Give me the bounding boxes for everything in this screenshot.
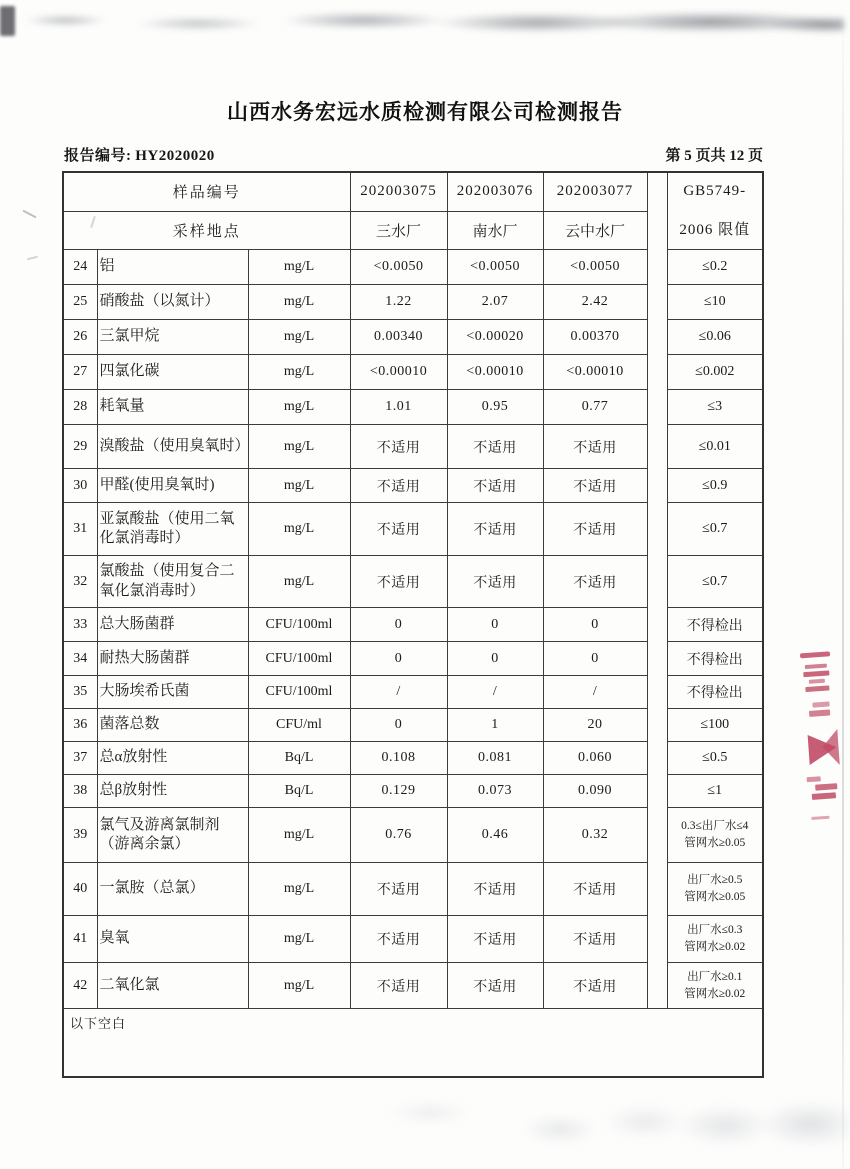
result-value: 0.081 [447, 742, 543, 775]
pencil-mark [27, 256, 38, 261]
limit-line: 管网水≥0.02 [684, 941, 746, 953]
result-value: <0.00020 [447, 320, 543, 355]
parameter-name: 臭氧 [97, 916, 248, 963]
result-value: 不适用 [447, 863, 543, 916]
sample-id: 202003076 [447, 172, 543, 211]
result-value: 不适用 [543, 503, 647, 556]
result-value: <0.0050 [447, 250, 543, 285]
result-value: / [350, 676, 447, 709]
unit: mg/L [248, 916, 350, 963]
unit: mg/L [248, 503, 350, 556]
limit-line: 管网水≥0.02 [684, 987, 746, 1000]
unit: mg/L [248, 469, 350, 503]
location-header-label: 采样地点 [63, 211, 350, 249]
limit-value [667, 285, 763, 320]
result-value: 不适用 [350, 863, 447, 916]
scan-artifact-bottom [360, 1090, 500, 1135]
result-value: 0.090 [543, 775, 647, 808]
unit: mg/L [248, 425, 350, 469]
result-value: <0.00010 [447, 355, 543, 390]
row-number: 41 [63, 916, 97, 963]
unit: mg/L [248, 320, 350, 355]
limit-line: 出厂水≥0.1 [687, 970, 743, 983]
limit-line: ≤0.002 [695, 364, 735, 379]
parameter-name: 亚氯酸盐（使用二氧化氯消毒时） [97, 503, 248, 556]
row-number: 36 [63, 709, 97, 742]
row-number: 40 [63, 863, 97, 916]
sample-id: 202003075 [350, 172, 447, 211]
result-value: 0.00370 [543, 320, 647, 355]
result-value: 不适用 [447, 503, 543, 556]
sample-id: 202003077 [543, 172, 647, 211]
result-value: 0.060 [543, 742, 647, 775]
parameter-name: 氯酸盐（使用复合二氧化氯消毒时） [97, 556, 248, 608]
result-value: 0 [350, 709, 447, 742]
limit-value [667, 808, 763, 863]
limit-value [667, 469, 763, 503]
result-value: 0 [543, 608, 647, 642]
row-number: 38 [63, 775, 97, 808]
row-number: 42 [63, 963, 97, 1009]
result-value: 0.76 [350, 808, 447, 863]
result-value: 0 [447, 642, 543, 676]
limit-line: ≤1 [707, 783, 723, 798]
table-header-row-sample-id [63, 172, 763, 211]
unit: Bq/L [248, 742, 350, 775]
result-value: 不适用 [447, 963, 543, 1009]
result-value: 2.07 [447, 285, 543, 320]
parameter-name: 耗氧量 [97, 390, 248, 425]
result-value: 不适用 [350, 469, 447, 503]
row-number: 35 [63, 676, 97, 709]
parameter-name: 总α放射性 [97, 742, 248, 775]
sampling-location: 三水厂 [350, 211, 447, 249]
report-number-label: 报告编号: [64, 148, 132, 164]
result-value: 1.22 [350, 285, 447, 320]
pencil-mark [22, 210, 36, 219]
limit-line: ≤10 [703, 294, 726, 309]
limit-header-line2: 2006 限值 [679, 222, 751, 238]
row-number: 34 [63, 642, 97, 676]
scan-artifact-bottom [520, 1088, 850, 1163]
row-number: 39 [63, 808, 97, 863]
sampling-location: 南水厂 [447, 211, 543, 249]
result-value: 不适用 [447, 916, 543, 963]
unit: mg/L [248, 390, 350, 425]
unit: mg/L [248, 285, 350, 320]
limit-value [667, 742, 763, 775]
result-value: 0 [350, 642, 447, 676]
unit: CFU/100ml [248, 608, 350, 642]
parameter-name: 总β放射性 [97, 775, 248, 808]
scan-artifact-top-band [16, 6, 844, 38]
limit-value [667, 963, 763, 1009]
result-value: 不适用 [543, 469, 647, 503]
unit: CFU/100ml [248, 676, 350, 709]
report-number [64, 144, 215, 165]
results-table [62, 171, 764, 1078]
row-number: 24 [63, 250, 97, 285]
red-seal-fragment [796, 650, 850, 830]
limit-line: 管网水≥0.05 [684, 837, 746, 849]
limit-value [667, 355, 763, 390]
result-value: 1.01 [350, 390, 447, 425]
unit: mg/L [248, 556, 350, 608]
limit-line: ≤3 [707, 399, 723, 414]
table-gap-column [647, 172, 667, 1009]
row-number: 29 [63, 425, 97, 469]
limit-value [667, 608, 763, 642]
result-value: 0 [447, 608, 543, 642]
result-value: 0.073 [447, 775, 543, 808]
result-value: 不适用 [350, 556, 447, 608]
limit-line: 不得检出 [686, 686, 743, 701]
result-value: 20 [543, 709, 647, 742]
limit-value [667, 676, 763, 709]
row-number: 26 [63, 320, 97, 355]
limit-value [667, 390, 763, 425]
result-value: 0.129 [350, 775, 447, 808]
parameter-name: 甲醛(使用臭氧时) [97, 469, 248, 503]
parameter-name: 溴酸盐（使用臭氧时） [97, 425, 248, 469]
parameter-name: 铝 [97, 250, 248, 285]
parameter-name: 菌落总数 [97, 709, 248, 742]
result-value: 2.42 [543, 285, 647, 320]
limit-value [667, 320, 763, 355]
unit: mg/L [248, 355, 350, 390]
limit-line: 不得检出 [686, 618, 743, 634]
unit: mg/L [248, 808, 350, 863]
limit-value [667, 642, 763, 676]
limit-value [667, 425, 763, 469]
result-value: 不适用 [350, 425, 447, 469]
result-value: 不适用 [543, 916, 647, 963]
result-value: 不适用 [543, 425, 647, 469]
parameter-name: 氯气及游离氯制剂（游离余氯） [97, 808, 248, 863]
parameter-name: 大肠埃希氏菌 [97, 676, 248, 709]
limit-header-line1: GB5749- [683, 183, 747, 199]
result-value: 0.95 [447, 390, 543, 425]
unit: mg/L [248, 250, 350, 285]
limit-line: ≤0.5 [702, 750, 728, 765]
parameter-name: 三氯甲烷 [97, 320, 248, 355]
result-value: 不适用 [350, 963, 447, 1009]
result-value: 不适用 [447, 425, 543, 469]
limit-line: ≤0.9 [702, 477, 728, 493]
sample-id-header-label: 样品编号 [63, 172, 350, 211]
parameter-name: 耐热大肠菌群 [97, 642, 248, 676]
limit-line: 0.3≤出厂水≤4 [681, 820, 749, 833]
unit: Bq/L [248, 775, 350, 808]
row-number: 33 [63, 608, 97, 642]
sampling-location: 云中水厂 [543, 211, 647, 249]
result-value: 0.77 [543, 390, 647, 425]
parameter-name: 四氯化碳 [97, 355, 248, 390]
result-value: 0.46 [447, 808, 543, 863]
limit-line: ≤0.7 [702, 573, 728, 589]
unit: CFU/100ml [248, 642, 350, 676]
unit: mg/L [248, 963, 350, 1009]
limit-line: ≤0.06 [698, 329, 731, 344]
result-value: 不适用 [543, 863, 647, 916]
unit: CFU/ml [248, 709, 350, 742]
scan-artifact-corner [0, 6, 15, 36]
result-value: 不适用 [350, 916, 447, 963]
result-value: <0.00010 [543, 355, 647, 390]
parameter-name: 二氧化氯 [97, 963, 248, 1009]
limit-value [667, 916, 763, 963]
row-number: 32 [63, 556, 97, 608]
result-value: / [447, 676, 543, 709]
result-value: 不适用 [543, 963, 647, 1009]
paper-edge-line [842, 0, 844, 1169]
result-value: 0.32 [543, 808, 647, 863]
parameter-name: 硝酸盐（以氮计） [97, 285, 248, 320]
limit-line: 出厂水≤0.3 [687, 924, 743, 937]
table-footer-row [63, 1009, 763, 1077]
parameter-name: 一氯胺（总氯） [97, 863, 248, 916]
limit-value [667, 250, 763, 285]
report-meta [64, 144, 763, 165]
limit-line: 出厂水≥0.5 [687, 874, 743, 887]
parameter-name: 总大肠菌群 [97, 608, 248, 642]
row-number: 25 [63, 285, 97, 320]
limit-line: ≤0.01 [698, 438, 731, 454]
row-number: 31 [63, 503, 97, 556]
result-value: 0.00340 [350, 320, 447, 355]
result-value: <0.0050 [350, 250, 447, 285]
limit-column-header [667, 172, 763, 250]
row-number: 28 [63, 390, 97, 425]
result-value: 0 [350, 608, 447, 642]
result-value: 不适用 [447, 469, 543, 503]
row-number: 27 [63, 355, 97, 390]
result-value: 0.108 [350, 742, 447, 775]
limit-line: ≤0.2 [702, 259, 728, 274]
unit: mg/L [248, 863, 350, 916]
row-number: 30 [63, 469, 97, 503]
report-number-value: HY2020020 [135, 148, 215, 164]
result-value: 1 [447, 709, 543, 742]
limit-value [667, 503, 763, 556]
result-value: <0.00010 [350, 355, 447, 390]
result-value: 不适用 [447, 556, 543, 608]
result-value: 不适用 [543, 556, 647, 608]
result-value: <0.0050 [543, 250, 647, 285]
result-value: / [543, 676, 647, 709]
result-value: 不适用 [350, 503, 447, 556]
page-indicator: 第 5 页共 12 页 [665, 148, 763, 164]
limit-value [667, 775, 763, 808]
row-number: 37 [63, 742, 97, 775]
result-value: 0 [543, 642, 647, 676]
limit-value [667, 863, 763, 916]
limit-line: ≤0.7 [702, 521, 728, 536]
limit-value [667, 556, 763, 608]
limit-line: ≤100 [700, 717, 730, 732]
report-title: 山西水务宏远水质检测有限公司检测报告 [227, 101, 623, 124]
blank-below-note: 以下空白 [63, 1009, 763, 1077]
limit-value [667, 709, 763, 742]
limit-line: 管网水≥0.05 [684, 891, 746, 903]
limit-line: 不得检出 [686, 652, 743, 668]
